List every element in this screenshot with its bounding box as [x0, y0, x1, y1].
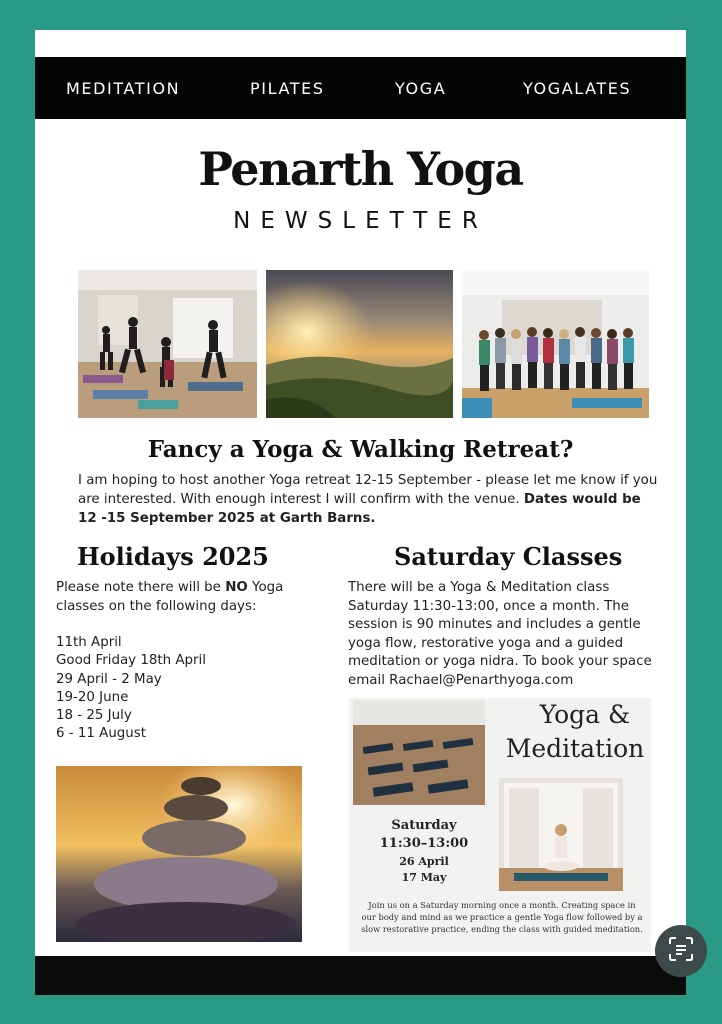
- holiday-dates-list: [56, 634, 206, 744]
- saturday-text: There will be a Yoga & Meditation class Saturday 11:30-13:00, once a month. The session is 90 minutes and includes a gentle yoga flow, restorative yoga and a guided meditation or yoga nidra. To book your space email Rachael@Penarthyoga.com: [348, 580, 652, 688]
- nav-bar: [35, 57, 686, 119]
- text-scan-icon: [668, 936, 694, 966]
- list-item: 19-20 June: [56, 689, 129, 705]
- retreat-text: [78, 471, 658, 528]
- nav-item-yogalates[interactable]: YOGALATES: [523, 79, 632, 98]
- holidays-intro-text: Please note there will be: [56, 580, 226, 595]
- nav-item-meditation[interactable]: MEDITATION: [66, 79, 181, 98]
- holidays-intro: [56, 579, 306, 616]
- flyer-date-2: 17 May: [401, 871, 447, 884]
- list-item: 11th April: [56, 635, 122, 650]
- flyer-day: Saturday: [391, 818, 457, 833]
- list-item: 18 - 25 July: [56, 708, 132, 724]
- list-item: 6 - 11 August: [56, 726, 147, 742]
- retreat-dates: Dates would be 12 -15 September 2025 at Garth Barns.: [78, 492, 641, 526]
- holidays-heading: Holidays 2025: [77, 542, 269, 571]
- flyer-title-line2: Meditation: [505, 734, 645, 763]
- saturday-heading: Saturday Classes: [394, 542, 623, 571]
- group-photo: [462, 270, 649, 418]
- text-scan-button[interactable]: [655, 925, 707, 977]
- stacked-stones-photo: [56, 766, 302, 942]
- list-item: Good Friday 18th April: [56, 653, 206, 669]
- meditation-pose-photo: [499, 778, 623, 891]
- flyer-description: Join us on a Saturday morning once a month. Creating space in our body and mind as we practice a gentle Yoga flow followed by a slow restorative practice, ending the class with guided meditation.: [361, 900, 643, 934]
- sunset-valley-photo: [266, 270, 453, 418]
- studio-mats-photo: [353, 700, 485, 805]
- flyer-title-line1: Yoga &: [539, 700, 631, 729]
- list-item: 29 April - 2 May: [56, 671, 162, 687]
- footer-bar: [35, 956, 686, 995]
- newsletter-page: [35, 30, 686, 995]
- yoga-meditation-flyer: [349, 698, 651, 952]
- retreat-body: I am hoping to host another Yoga retreat 12-15 September - please let me know if you are interested. With enough interest I will confirm with the venue.: [78, 473, 658, 507]
- holidays-intro-text-end: Yoga classes on the following days:: [56, 580, 284, 614]
- newsletter-subtitle: NEWSLETTER: [233, 208, 488, 234]
- yoga-class-photo: [78, 270, 257, 418]
- retreat-heading: Fancy a Yoga & Walking Retreat?: [147, 436, 574, 463]
- nav-item-pilates[interactable]: PILATES: [250, 79, 325, 98]
- nav-item-yoga[interactable]: YOGA: [395, 79, 447, 98]
- flyer-date-1: 26 April: [399, 855, 449, 868]
- flyer-time: 11:30–13:00: [379, 836, 469, 851]
- holidays-intro-emphasis: NO: [225, 580, 248, 595]
- newsletter-title: Penarth Yoga: [198, 142, 523, 196]
